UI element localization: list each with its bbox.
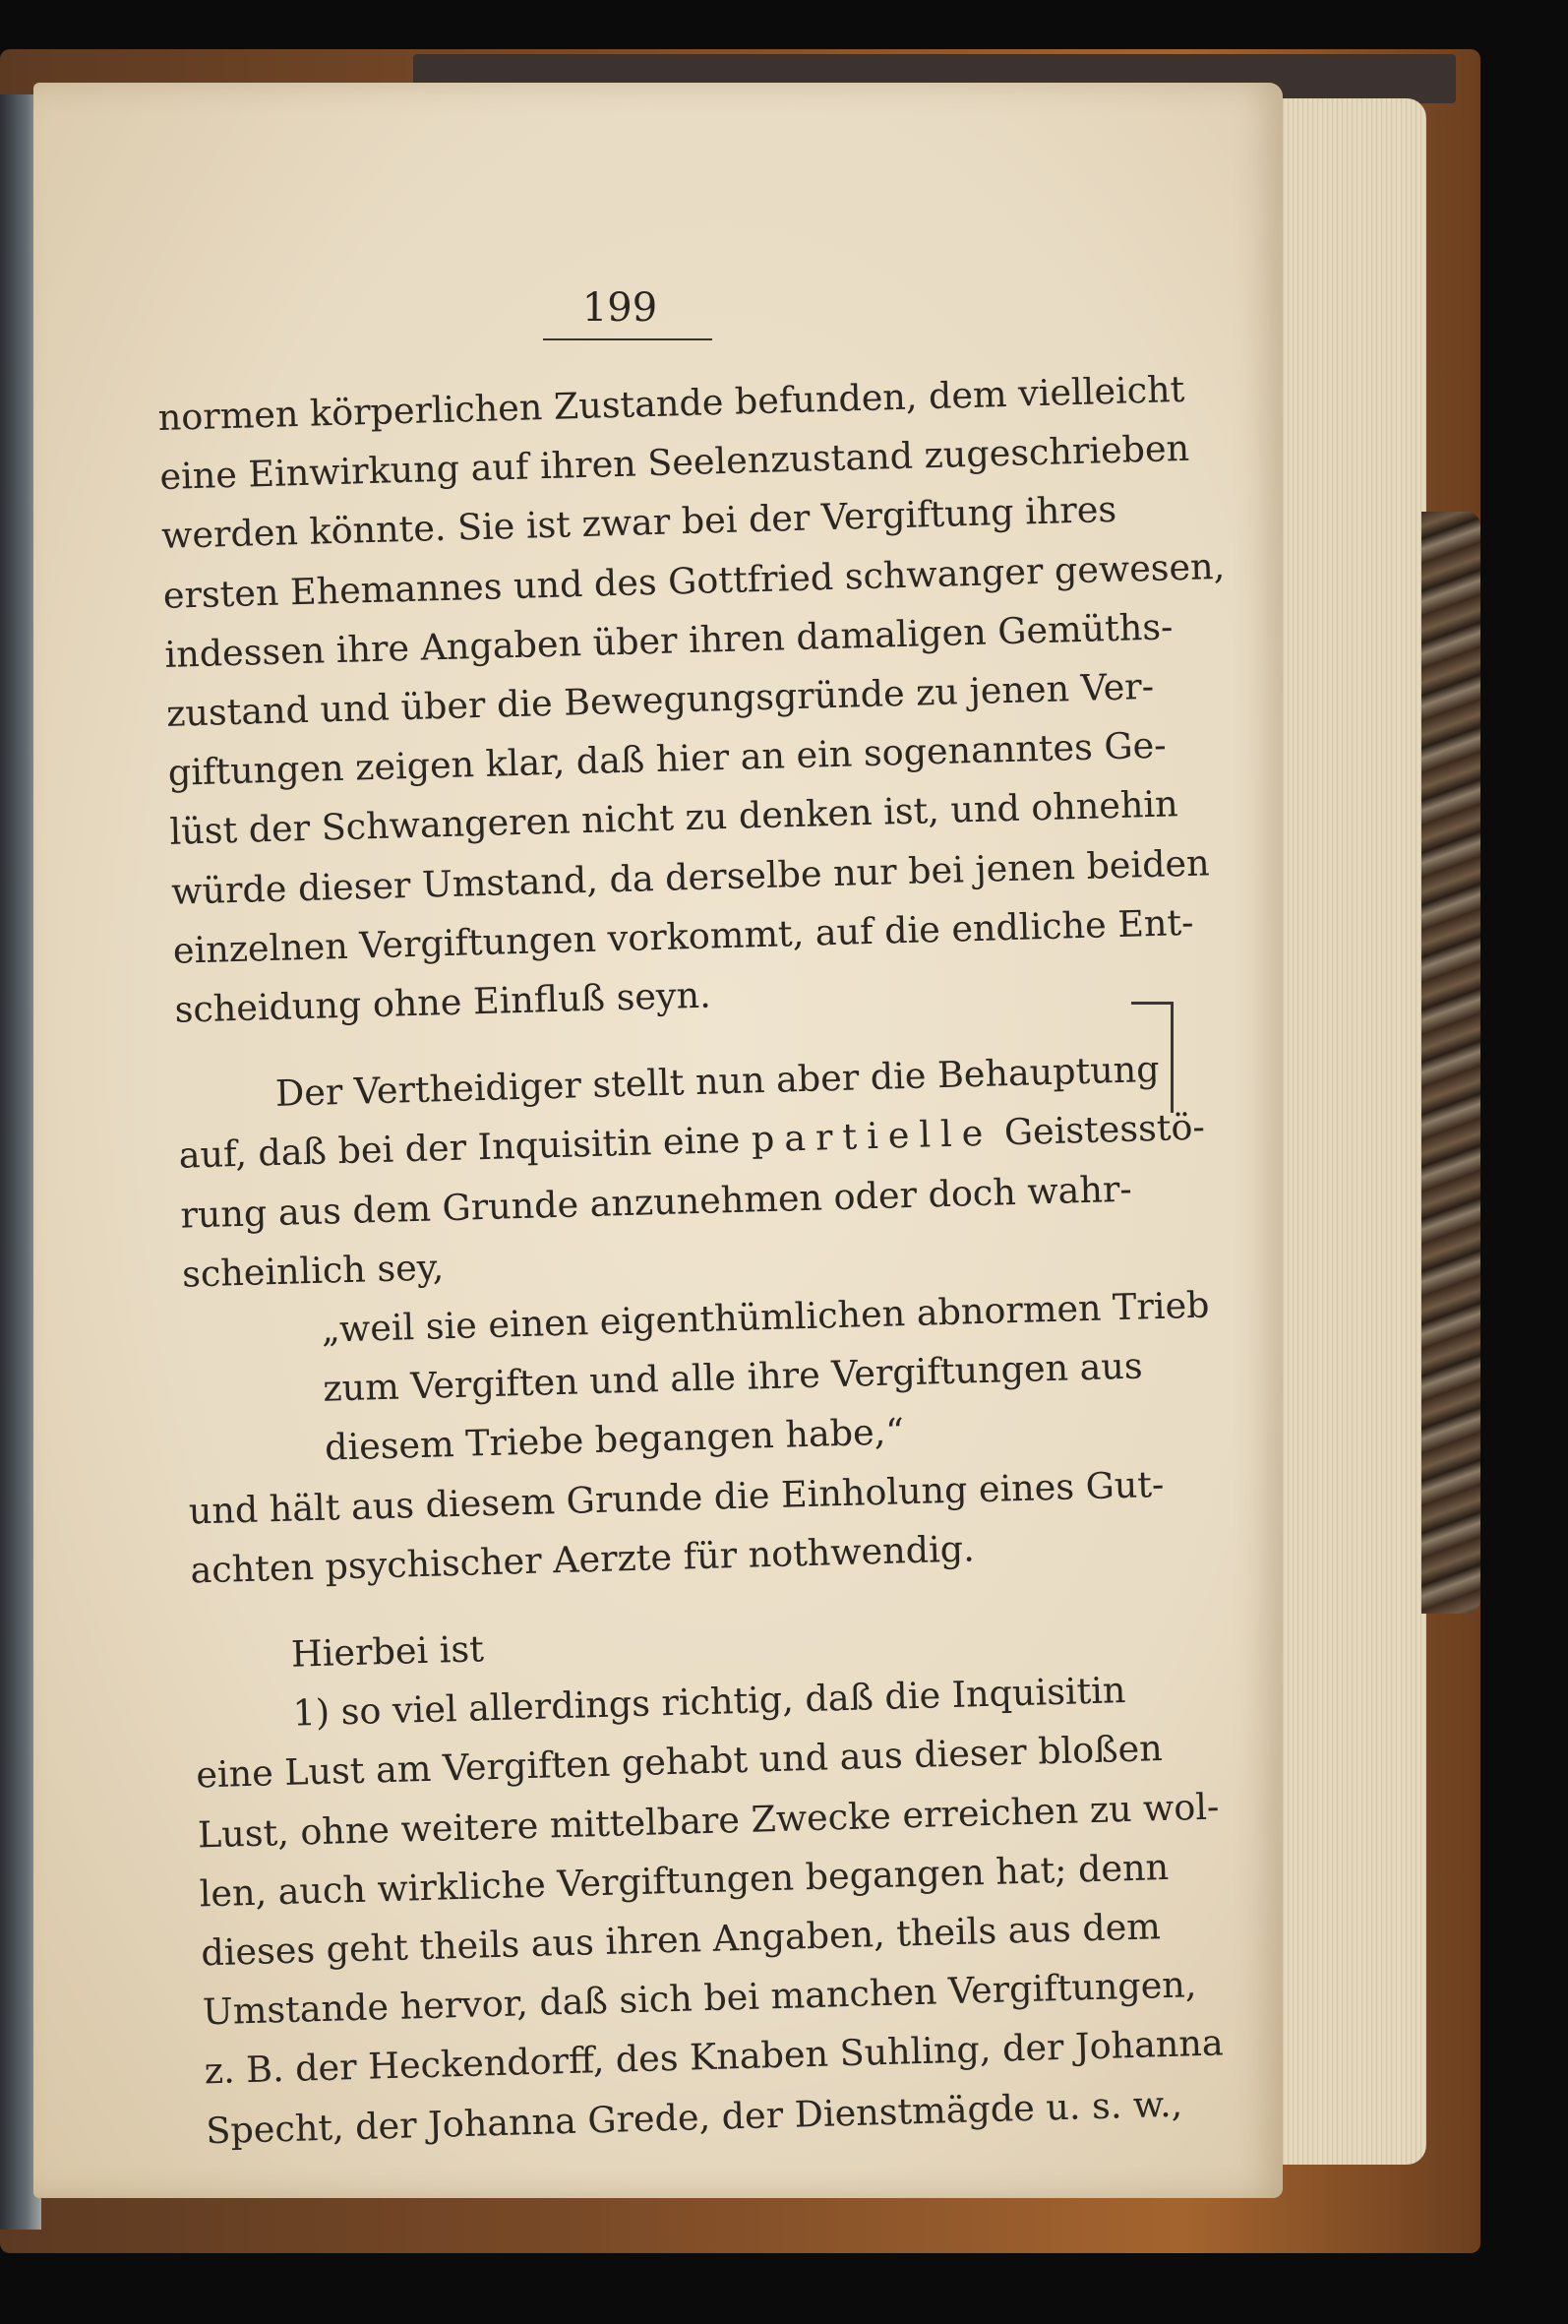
text-line: giftungen zeigen klar, daß hier an ein sogenanntes Ge- xyxy=(167,723,1168,795)
quote-line: diesem Triebe begangen habe,“ xyxy=(324,1410,905,1470)
text-line: ersten Ehemannes und des Gottfried schwanger gewesen, xyxy=(162,544,1226,617)
text-line: einzelnen Vergiftungen vorkommt, auf die endliche Ent- xyxy=(172,900,1195,972)
text-line: eine Lust am Vergiften gehabt und aus dieser bloßen xyxy=(195,1727,1164,1797)
text-line: und hält aus diesem Grunde die Einholung eines Gut- xyxy=(188,1462,1165,1533)
text-line: z. B. der Heckendorff, des Knaben Suhling, der Johanna xyxy=(204,2021,1225,2093)
text-segment: auf, daß bei der Inquisitin eine xyxy=(178,1118,753,1178)
text-line: Lust, ohne weitere mittelbare Zwecke erreichen zu wol- xyxy=(197,1785,1220,1857)
text-line: eine Einwirkung auf ihren Seelenzustand zugeschrieben xyxy=(158,426,1190,499)
paragraph-4 xyxy=(192,1600,1225,2161)
emphasized-word: partielle xyxy=(751,1112,994,1161)
text-segment: Geistesstö- xyxy=(992,1106,1206,1155)
text-line: dieses geht theils aus ihren Angaben, theils aus dem xyxy=(200,1905,1162,1975)
text-line: Specht, der Johanna Grede, der Dienstmägde u. s. w., xyxy=(205,2082,1183,2152)
text-line: werden könnte. Sie ist zwar bei der Vergiftung ihres xyxy=(160,488,1117,558)
page-body-text xyxy=(157,360,1226,2161)
text-line: 1) so viel allerdings richtig, daß die Inquisitin xyxy=(292,1669,1126,1735)
text-line: normen körperlichen Zustande befunden, dem vielleicht xyxy=(157,367,1185,439)
quote-line: „weil sie einen eigenthümlichen abnormen Trieb xyxy=(321,1283,1211,1351)
page-block-edges xyxy=(1269,98,1426,2165)
header-rule xyxy=(543,338,712,340)
text-line: len, auch wirkliche Vergiftungen begangen hat; denn xyxy=(199,1845,1170,1916)
text-line: lüst der Schwangeren nicht zu denken ist, und ohnehin xyxy=(168,782,1179,854)
text-line: Umstande hervor, daß sich bei manchen Vergiftungen, xyxy=(202,1963,1197,2034)
page-number: 199 xyxy=(581,285,658,331)
text-line: Hierbei ist xyxy=(290,1627,485,1676)
text-line: achten psychischer Aerzte für nothwendig. xyxy=(189,1527,976,1592)
marbled-cover-edge xyxy=(1421,512,1480,1614)
quote-line: zum Vergiften und alle ihre Vergiftungen aus xyxy=(322,1344,1144,1410)
paragraph-1 xyxy=(157,360,1226,1040)
block-quote xyxy=(183,1276,1211,1482)
text-line: rung aus dem Grunde anzunehmen oder doch wahr- xyxy=(179,1167,1133,1237)
text-line: zustand und über die Bewegungsgründe zu jenen Ver- xyxy=(165,664,1155,735)
text-line: scheinlich sey, xyxy=(181,1246,445,1296)
text-line: scheidung ohne Einfluß seyn. xyxy=(174,973,712,1031)
text-line: indessen ihre Angaben über ihren damaligen Gemüths- xyxy=(163,605,1174,676)
paragraph-2 xyxy=(176,1039,1206,1304)
text-line: Der Vertheidiger stellt nun aber die Behauptung xyxy=(274,1048,1161,1116)
text-line: würde dieser Umstand, da derselbe nur bei jenen beiden xyxy=(170,840,1211,913)
